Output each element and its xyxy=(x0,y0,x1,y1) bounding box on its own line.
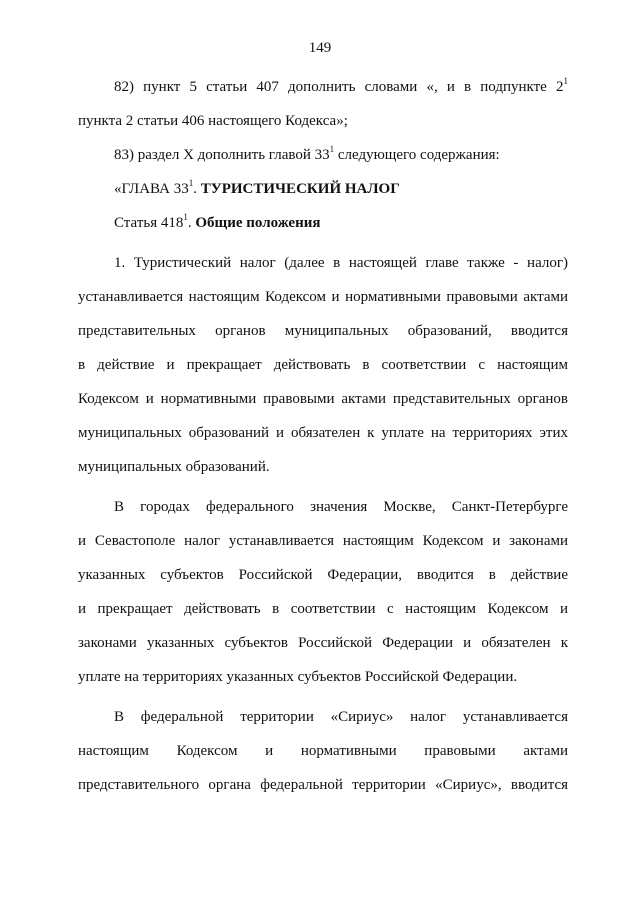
text-run: и прекращает действовать в соответствии с настоящим Кодексом и xyxy=(78,601,568,617)
superscript: 1 xyxy=(188,178,194,188)
text-run: в действие и прекращает действовать в соответствии с настоящим xyxy=(78,357,568,373)
text-line xyxy=(78,382,568,416)
article-heading xyxy=(78,206,568,240)
text-run: законами указанных субъектов Российской Федерации и обязателен к xyxy=(78,635,568,651)
text-run: Кодексом и нормативными правовыми актами представительных органов xyxy=(78,391,568,407)
text-run: устанавливается настоящим Кодексом и нормативными правовыми актами xyxy=(78,289,568,305)
chapter-heading xyxy=(78,172,568,206)
text-line xyxy=(78,280,568,314)
text-run: пункта 2 статьи 406 настоящего Кодекса»; xyxy=(78,113,348,129)
text-line xyxy=(78,450,568,484)
text-line xyxy=(78,700,568,734)
text-run: 82) пункт 5 статьи 407 дополнить словами «, и в подпункте 2 xyxy=(114,79,564,95)
text-line xyxy=(78,592,568,626)
text-line xyxy=(78,416,568,450)
text-line xyxy=(78,104,568,138)
text-run: В городах федерального значения Москве, Санкт-Петербурге xyxy=(114,499,568,515)
text-run: 83) раздел X дополнить главой 33 xyxy=(114,147,330,163)
page-number: 149 xyxy=(308,40,332,56)
document-body xyxy=(78,70,568,802)
text-line xyxy=(78,348,568,382)
text-run: представительных органов муниципальных образований, вводится xyxy=(78,323,568,339)
text-line xyxy=(78,524,568,558)
text-line xyxy=(78,734,568,768)
text-run: настоящим Кодексом и нормативными правовыми актами xyxy=(78,743,568,759)
text-run: указанных субъектов Российской Федерации, вводится в действие xyxy=(78,567,568,583)
text-run: . xyxy=(193,181,201,197)
text-run: и Севастополе налог устанавливается настоящим Кодексом и законами xyxy=(78,533,568,549)
text-run: Статья 418 xyxy=(114,215,184,231)
text-run: представительного органа федеральной территории «Сириус», вводится xyxy=(78,777,568,793)
text-run: . xyxy=(187,215,196,231)
text-run: уплате на территориях указанных субъектов Российской Федерации. xyxy=(78,669,518,685)
article-title: Общие положения xyxy=(195,215,321,231)
superscript: 1 xyxy=(183,212,188,222)
chapter-title: ТУРИСТИЧЕСКИЙ НАЛОГ xyxy=(200,181,400,197)
text-line xyxy=(78,70,568,104)
text-run: муниципальных образований. xyxy=(78,459,270,475)
text-run: следующего содержания: xyxy=(334,147,500,163)
text-run: В федеральной территории «Сириус» налог устанавливается xyxy=(114,709,568,725)
text-run: муниципальных образований и обязателен к уплате на территориях этих xyxy=(78,425,568,441)
text-line xyxy=(78,768,568,802)
text-line xyxy=(78,626,568,660)
text-line xyxy=(78,558,568,592)
text-line xyxy=(78,490,568,524)
text-run: 1. Туристический налог (далее в настоящей главе также - налог) xyxy=(114,255,568,271)
text-line xyxy=(78,314,568,348)
superscript: 1 xyxy=(329,144,335,154)
text-line xyxy=(78,138,568,172)
text-line xyxy=(78,660,568,694)
text-line xyxy=(78,246,568,280)
superscript: 1 xyxy=(563,76,568,86)
text-run: «ГЛАВА 33 xyxy=(114,181,189,197)
